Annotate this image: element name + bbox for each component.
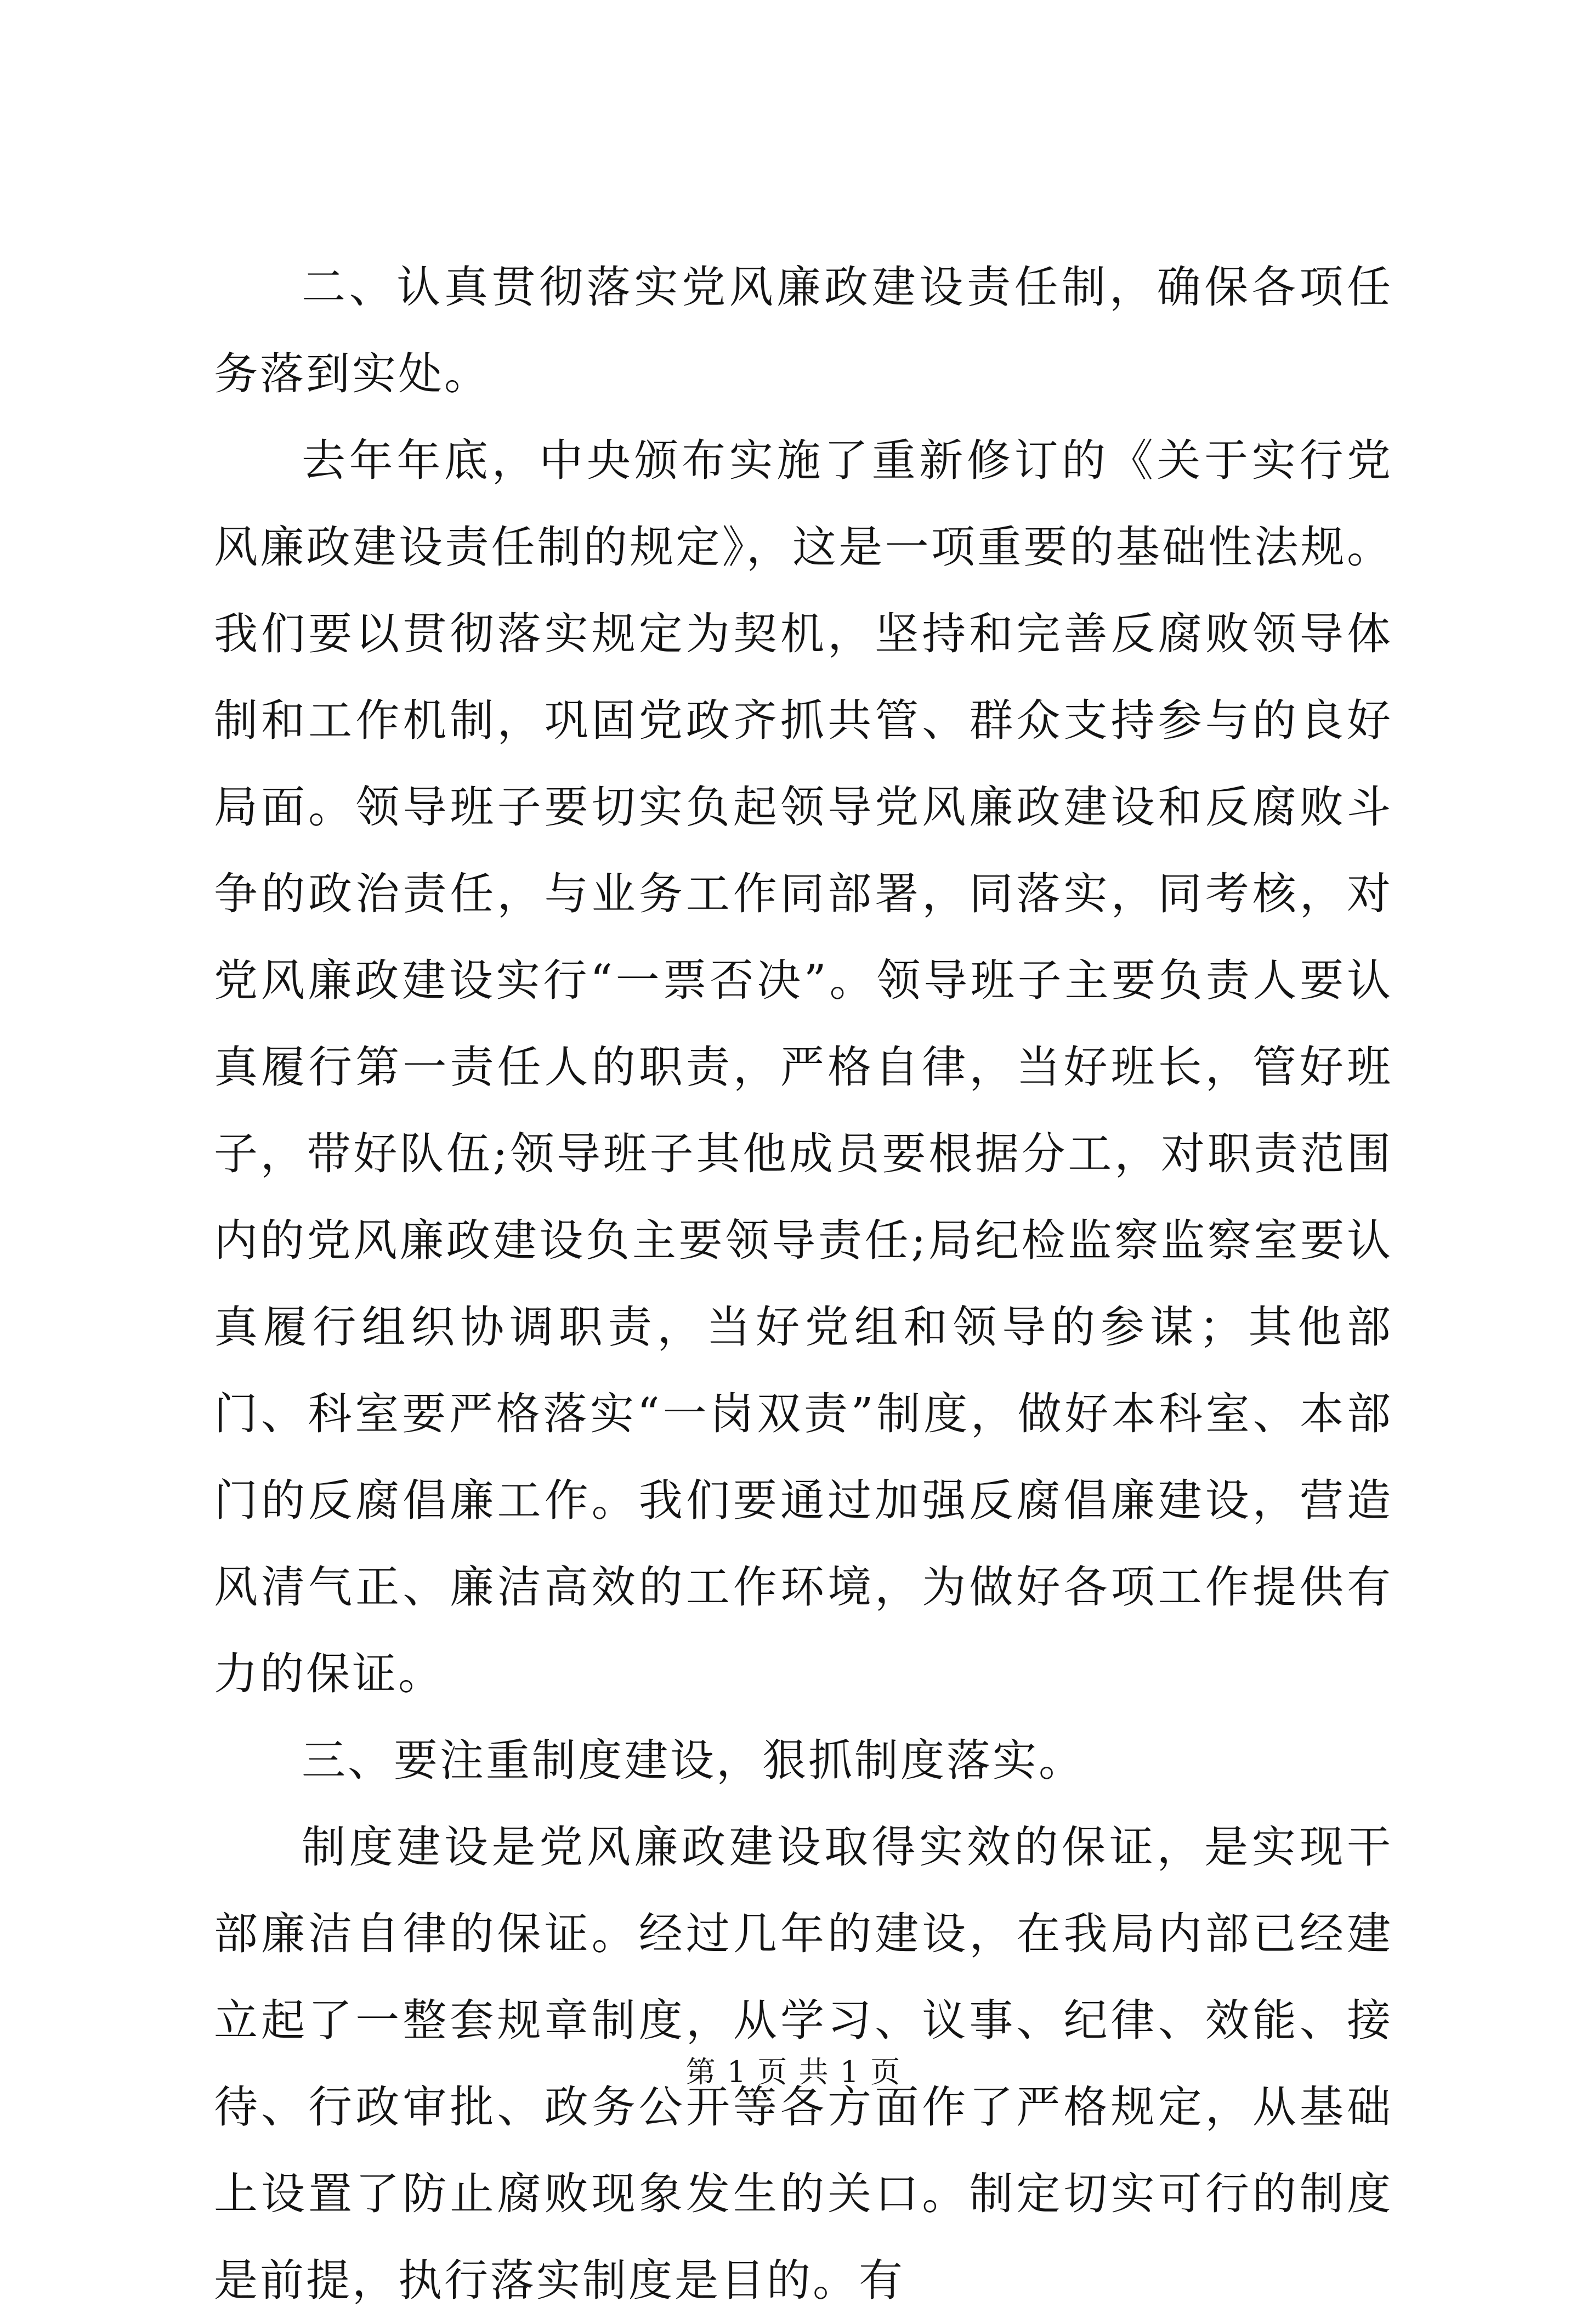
section-heading-2: 二、认真贯彻落实党风廉政建设责任制，确保各项任务落到实处。 xyxy=(214,262,1393,399)
section-heading-3: 三、要注重制度建设，狠抓制度落实。 xyxy=(302,1735,1085,1786)
body-paragraph: 去年年底，中央颁布实施了重新修订的《关于实行党风廉政建设责任制的规定》，这是一项重要的基础性法规。我们要以贯彻落实规定为契机，坚持和完善反腐败领导体制和工作机制，巩固党政齐抓共管、群众支持参与的良好局面。领导班子要切实负起领导党风廉政建设和反腐败斗争的政治责任，与业务工作同部署，同落实，同考核，对党风廉政建设实行“一票否决”。领导班子主要负责人要认真履行第一责任人的职责，严格自律，当好班长，管好班子，带好队伍;领导班子其他成员要根据分工，对职责范围内的党风廉政建设负主要领导责任;局纪检监察监察室要认真履行组织协调职责，当好党组和领导的参谋；其他部门、科室要严格落实“一岗双责”制度，做好本科室、本部门的反腐倡廉工作。我们要通过加强反腐倡廉建设，营造风清气正、廉洁高效的工作环境，为做好各项工作提供有力的保证。 xyxy=(214,435,1393,1699)
page-footer: 第 1 页 共 1 页 xyxy=(685,2055,902,2089)
document-body xyxy=(214,244,1393,2324)
body-paragraph: 制度建设是党风廉政建设取得实效的保证，是实现干部廉洁自律的保证。经过几年的建设，在我局内部已经建立起了一整套规章制度，从学习、议事、纪律、效能、接待、行政审批、政务公开等各方面作了严格规定，从基础上设置了防止腐败现象发生的关口。制定切实可行的制度是前提，执行落实制度是目的。有 xyxy=(214,1822,1393,2306)
